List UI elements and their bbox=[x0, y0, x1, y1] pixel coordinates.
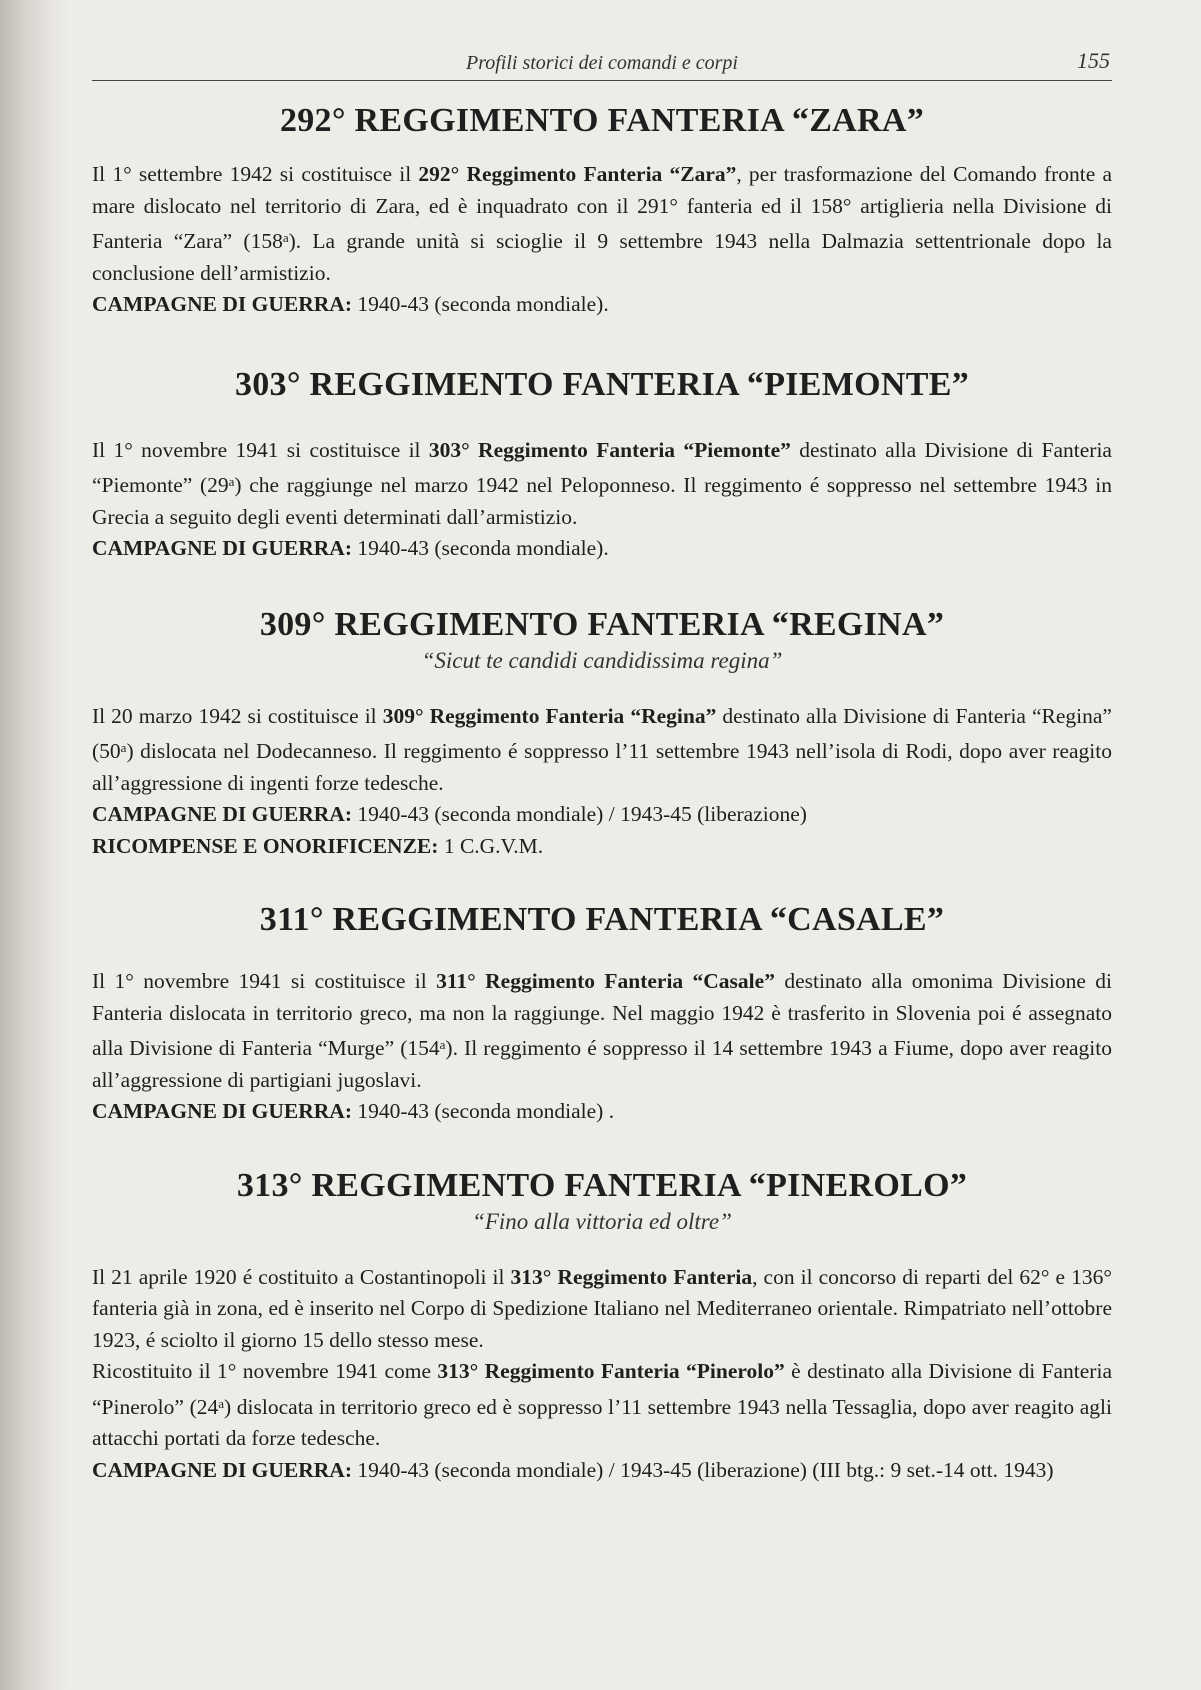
superscript: a bbox=[282, 230, 289, 245]
campagne-label: CAMPAGNE DI GUERRA: bbox=[92, 536, 352, 560]
superscript: a bbox=[439, 1037, 446, 1052]
section-title: 303° REGGIMENTO FANTERIA “PIEMONTE” bbox=[234, 365, 970, 403]
superscript: a bbox=[218, 1395, 225, 1411]
section-292-zara bbox=[92, 101, 1112, 321]
section-body bbox=[92, 1262, 1112, 1357]
section-body-continued bbox=[92, 1356, 1112, 1455]
section-311-casale bbox=[92, 900, 1112, 1128]
text-run: Ricostituito il 1° novembre 1941 come bbox=[92, 1359, 438, 1383]
regiment-name: 313° Reggimento Fanteria bbox=[510, 1264, 753, 1289]
superscript: a bbox=[120, 740, 127, 755]
text-run: Il 20 marzo 1942 si costituisce il bbox=[92, 703, 383, 728]
text-run: è destinato alla Divisione di Fanteria “Pinerolo” (24 bbox=[92, 1359, 1112, 1419]
section-313-pinerolo bbox=[92, 1166, 1112, 1487]
regiment-motto: “Sicut te candidi candidissima regina” bbox=[421, 647, 783, 673]
text-run: Il 1° settembre 1942 si costituisce il bbox=[92, 162, 419, 186]
text-run: ). La grande unità si scioglie il 9 settembre 1943 nella Dalmazia settentrionale dopo la conclusione dell’armistizio. bbox=[92, 229, 1112, 285]
section-body bbox=[92, 966, 1112, 1096]
running-header bbox=[92, 46, 1112, 81]
regiment-motto: “Fino alla vittoria ed oltre” bbox=[472, 1208, 732, 1234]
regiment-name: 303° Reggimento Fanteria “Piemonte” bbox=[428, 437, 791, 462]
running-title: Profili storici dei comandi e corpi bbox=[465, 52, 738, 74]
ricompense-label: RICOMPENSE E ONORIFICENZE: bbox=[92, 833, 439, 858]
campagne-line bbox=[92, 289, 1112, 321]
campagne-value: 1940-43 (seconda mondiale). bbox=[351, 536, 609, 560]
text-run: destinato alla Divisione di Fanteria “Piemonte” (29 bbox=[92, 437, 1112, 497]
text-run: destinato alla omonima Divisione di Fanteria dislocata in territorio greco, ma non la raggiunge. Nel maggio 1942 è trasferito in Slovenia poi é assegnato alla Divisione di Fanteria “Murge” (154 bbox=[92, 969, 1112, 1060]
section-body bbox=[92, 159, 1112, 289]
text-run: Il 1° novembre 1941 si costituisce il bbox=[92, 969, 437, 993]
campagne-label: CAMPAGNE DI GUERRA: bbox=[92, 1099, 352, 1123]
campagne-label: CAMPAGNE DI GUERRA: bbox=[92, 802, 352, 826]
regiment-name: 309° Reggimento Fanteria “Regina” bbox=[382, 703, 717, 728]
ricompense-value: 1 C.G.V.M. bbox=[438, 833, 544, 858]
section-title: 313° REGGIMENTO FANTERIA “PINEROLO” bbox=[236, 1166, 968, 1204]
campagne-label: CAMPAGNE DI GUERRA: bbox=[92, 292, 352, 316]
regiment-name: 292° Reggimento Fanteria “Zara” bbox=[418, 162, 737, 186]
campagne-line bbox=[92, 799, 1112, 831]
section-body bbox=[92, 701, 1112, 800]
text-run: ) dislocata in territorio greco ed è soppresso l’11 settembre 1943 nella Tessaglia, dopo aver reagito agli attacchi portati da forze tedesche. bbox=[92, 1394, 1112, 1450]
text-run: Il 1° novembre 1941 si costituisce il bbox=[92, 437, 429, 462]
text-run: , con il concorso di reparti del 62° e 136° fanteria già in zona, ed è inserito nel Corpo di Spedizione Italiano nel Mediterraneo orientale. Rimpatriato nell’ottobre 1923, é sciolto il giorno 15 dello stesso mese. bbox=[92, 1264, 1112, 1352]
book-page bbox=[92, 46, 1112, 1486]
campagne-value: 1940-43 (seconda mondiale) / 1943-45 (liberazione) (III btg.: 9 set.-14 ott. 1943) bbox=[351, 1457, 1054, 1482]
text-run: Il 21 aprile 1920 é costituito a Costantinopoli il bbox=[92, 1264, 511, 1289]
section-title: 292° REGGIMENTO FANTERIA “ZARA” bbox=[279, 102, 925, 139]
text-run: , per trasformazione del Comando fronte a mare dislocato nel territorio di Zara, ed è inquadrato con il 291° fanteria ed il 158° artiglieria nella Divisione di Fanteria “Zara” (158 bbox=[92, 162, 1113, 253]
section-body bbox=[92, 435, 1112, 534]
superscript: a bbox=[228, 474, 235, 489]
campagne-label: CAMPAGNE DI GUERRA: bbox=[92, 1457, 352, 1482]
campagne-line bbox=[92, 533, 1112, 565]
regiment-name: 313° Reggimento Fanteria “Pinerolo” bbox=[437, 1359, 785, 1383]
campagne-line bbox=[92, 1096, 1112, 1128]
campagne-value: 1940-43 (seconda mondiale). bbox=[351, 292, 609, 316]
ricompense-line bbox=[92, 831, 1112, 863]
section-303-piemonte bbox=[92, 365, 1112, 565]
section-title: 311° REGGIMENTO FANTERIA “CASALE” bbox=[259, 901, 945, 938]
section-309-regina bbox=[92, 605, 1112, 863]
campagne-value: 1940-43 (seconda mondiale) . bbox=[351, 1099, 615, 1123]
text-run: ) dislocata nel Dodecanneso. Il reggimento é soppresso l’11 settembre 1943 nell’isola di Rodi, dopo aver reagito all’aggressione di ingenti forze tedesche. bbox=[92, 739, 1112, 795]
section-title: 309° REGGIMENTO FANTERIA “REGINA” bbox=[259, 605, 945, 643]
text-run: destinato alla Divisione di Fanteria “Regina” (50 bbox=[92, 703, 1112, 763]
campagne-value: 1940-43 (seconda mondiale) / 1943-45 (liberazione) bbox=[351, 802, 807, 826]
text-run: ) che raggiunge nel marzo 1942 nel Peloponneso. Il reggimento é soppresso nel settembre 1943 in Grecia a seguito degli eventi determinati dall’armistizio. bbox=[92, 473, 1112, 529]
page-number: 155 bbox=[1077, 48, 1110, 73]
regiment-name: 311° Reggimento Fanteria “Casale” bbox=[436, 969, 775, 993]
text-run: ). Il reggimento é soppresso il 14 settembre 1943 a Fiume, dopo aver reagito all’aggressione di partigiani jugoslavi. bbox=[92, 1036, 1112, 1092]
campagne-line bbox=[92, 1455, 1112, 1487]
book-spine-shadow bbox=[0, 0, 70, 1690]
